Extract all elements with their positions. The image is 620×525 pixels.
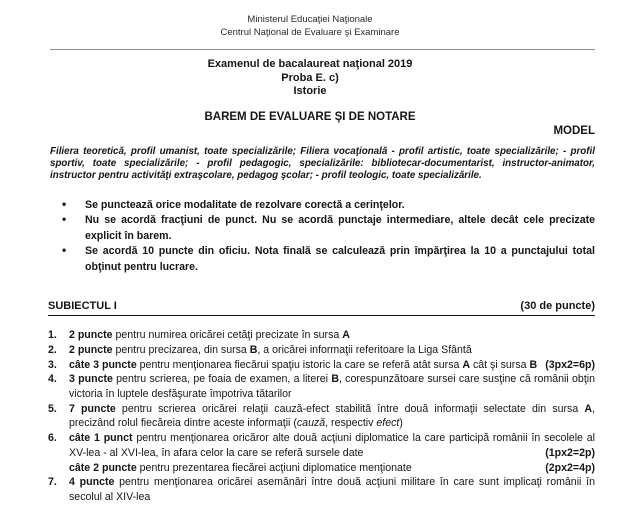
text-run: pentru scrierea, pe foaia de examen, a literei xyxy=(112,373,332,386)
subiect1-items xyxy=(48,328,595,504)
model-label: MODEL xyxy=(553,124,595,137)
note-text: Se punctează orice modalitate de rezolvare corectă a cerinţelor. xyxy=(85,198,405,211)
item-number: 5. xyxy=(48,402,57,415)
text-run: B xyxy=(249,343,258,356)
text-run: pentru precizarea, din sursa xyxy=(112,343,250,356)
text-run: cauză xyxy=(296,417,326,430)
bullet-icon: • xyxy=(62,243,67,258)
barem-item xyxy=(48,343,595,358)
item-score: (2px2=4p) xyxy=(545,461,595,474)
note-item xyxy=(50,213,595,244)
item-score: (1px2=2p) xyxy=(545,446,595,459)
filiera-paragraph: Filiera teoretică, profil umanist, toate specializările; Filiera vocaţională - profil artistic, toate specializările; - profil sportiv, toate specializările; - profil pedagogic, specializările: bibliotecar-documentarist, instructor-animator, instructor pentru activităţi extraşcolare, pedagog şcolar; - profil teologic, toate specializările. xyxy=(50,145,595,182)
text-run: câte 2 puncte xyxy=(69,461,137,474)
ministry-header-line-1: Ministerul Educaţiei Naţionale xyxy=(247,14,373,25)
subiect1-heading-row xyxy=(48,300,595,316)
item-number: 6. xyxy=(48,432,57,445)
barem-item xyxy=(48,328,595,343)
subiect1-points: (30 de puncte) xyxy=(520,300,595,313)
item-part xyxy=(69,343,595,358)
general-notes-list xyxy=(50,198,595,276)
text-run: pentru menţionarea oricărei asemănări între două acţiuni militare în care sunt implicaţi românii în secolul al XIV-lea xyxy=(69,476,595,503)
note-item xyxy=(50,244,595,275)
barem-item xyxy=(48,402,595,431)
exam-title-block xyxy=(0,58,620,99)
barem-item xyxy=(48,358,595,373)
bullet-icon: • xyxy=(62,212,67,227)
item-part xyxy=(69,461,595,476)
text-run: B xyxy=(529,358,538,371)
note-text: Nu se acordă fracţiuni de punct. Nu se acordă punctaje intermediare, altele decât cele precizate explicit în barem. xyxy=(85,214,595,242)
exam-title-line-3: Istorie xyxy=(293,85,327,97)
item-part xyxy=(69,475,595,504)
item-part xyxy=(69,328,595,343)
item-part xyxy=(69,372,595,401)
note-text: Se acordă 10 puncte din oficiu. Nota finală se calculează prin împărţirea la 10 a punctajului total obţinut pentru lucrare. xyxy=(85,245,595,273)
item-number: 1. xyxy=(48,329,57,342)
text-run: A xyxy=(462,358,470,371)
text-run: ) xyxy=(399,417,403,430)
text-run: , a oricărei informaţii referitoare la Liga Sfântă xyxy=(257,343,472,356)
text-run: , corespunzătoare sursei care susţine că românii obţin victoria în luptele desfăşurate împotriva tătarilor xyxy=(69,373,596,401)
text-run: pentru numirea oricărei cetăţi precizate în sursa xyxy=(112,329,343,342)
text-run: câte 3 puncte xyxy=(69,358,137,371)
text-run: B xyxy=(331,373,339,386)
item-part xyxy=(69,431,595,460)
text-run: 7 puncte xyxy=(69,402,116,415)
text-run: 3 puncte xyxy=(69,373,113,386)
barem-title: BAREM DE EVALUARE ŞI DE NOTARE xyxy=(204,110,416,123)
text-run: pentru prezentarea fiecărei acţiuni diplomatice menţionate xyxy=(136,461,412,474)
item-number: 3. xyxy=(48,358,57,371)
text-run: A xyxy=(342,329,350,342)
barem-item xyxy=(48,475,595,504)
text-run: , precizând rolul fiecăreia dintre aceste informaţii ( xyxy=(69,402,595,430)
barem-item xyxy=(48,372,595,401)
text-run: 2 puncte xyxy=(69,343,113,356)
text-run: câte 1 punct xyxy=(69,432,133,445)
barem-item xyxy=(48,431,595,475)
exam-title-line-1: Examenul de bacalaureat naţional 2019 xyxy=(207,58,413,70)
text-run: cât şi sursa xyxy=(470,358,530,371)
text-run: pentru menţionarea oricăror alte două acţiuni diplomatice la care participă românii în secolele al XV-lea - al XVI-lea, în afara celor la care se referă sursele date xyxy=(69,432,595,459)
text-run: pentru menţionarea fiecărui spaţiu istoric la care se referă atât sursa xyxy=(136,358,463,371)
item-part xyxy=(69,358,595,373)
text-run: 2 puncte xyxy=(69,329,113,342)
header-divider xyxy=(50,49,595,50)
subiect1-heading: SUBIECTUL I xyxy=(48,300,117,313)
text-run: pentru scrierea oricărei relaţii cauză-efect stabilită între două informaţii selectate din sursa xyxy=(115,402,585,415)
item-score: (3px2=6p) xyxy=(545,358,595,371)
item-part xyxy=(69,402,595,431)
item-number: 7. xyxy=(48,476,57,489)
note-item xyxy=(50,198,595,214)
item-number: 4. xyxy=(48,373,57,386)
ministry-header xyxy=(0,13,620,39)
ministry-header-line-2: Centrul Naţional de Evaluare şi Examinare xyxy=(220,27,400,38)
text-run: , respectiv xyxy=(325,417,377,430)
bullet-icon: • xyxy=(62,196,67,211)
text-run: A xyxy=(584,402,593,415)
exam-title-line-2: Proba E. c) xyxy=(281,71,339,84)
text-run: 4 puncte xyxy=(69,476,115,489)
item-number: 2. xyxy=(48,343,57,356)
text-run: efect xyxy=(376,417,400,430)
